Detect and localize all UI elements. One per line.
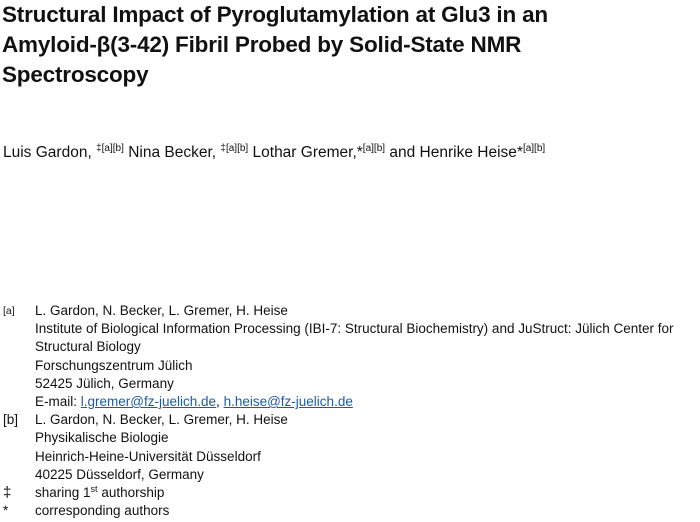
- affiliation-marker: [b]: [3, 412, 19, 428]
- affiliation-b: [3, 411, 693, 484]
- affiliation-org: Forschungszentrum Jülich: [35, 357, 193, 373]
- dagger-note-text-end: authorship: [97, 485, 165, 501]
- email-label: E-mail:: [35, 394, 78, 410]
- affiliation-marker: [a]: [3, 305, 15, 317]
- affiliations-section: [3, 302, 693, 520]
- author-affiliation-marks: [a][b]: [362, 143, 386, 154]
- author-list: [3, 142, 693, 164]
- affiliation-city: 40225 Düsseldorf, Germany: [35, 466, 204, 482]
- title-line: Amyloid-β(3-42) Fibril Probed by Solid-State NMR: [2, 32, 522, 57]
- footnote-dagger: [3, 484, 693, 502]
- paper-title: [2, 0, 692, 90]
- author-name: Luis Gardon,: [3, 144, 92, 161]
- footnote-star: [3, 502, 693, 520]
- affiliation-dept: Physikalische Biologie: [35, 430, 169, 446]
- author-name: Lothar Gremer,*: [252, 144, 363, 161]
- author-name: Nina Becker,: [128, 144, 217, 161]
- title-line: Structural Impact of Pyroglutamylation at Glu3 in an: [2, 2, 548, 27]
- author-connector: and: [389, 144, 416, 161]
- dagger-note-text: sharing 1: [35, 485, 91, 501]
- affiliation-a: [3, 302, 693, 411]
- affiliation-names: L. Gardon, N. Becker, L. Gremer, H. Heise: [35, 412, 288, 428]
- affiliation-institute-cont: Structural Biology: [35, 339, 141, 355]
- author-name: Henrike Heise*: [419, 144, 523, 161]
- dagger-note: [35, 484, 693, 502]
- affiliation-names: L. Gardon, N. Becker, L. Gremer, H. Heise: [35, 303, 288, 318]
- email-link-gremer[interactable]: l.gremer@fz-juelich.de: [80, 394, 217, 410]
- dagger-note-sup: st: [90, 484, 98, 495]
- affiliation-email-line: E-mail: l.gremer@fz-juelich.de, h.heise@fz-juelich.de: [35, 394, 353, 410]
- author-affiliation-marks: [a][b]: [522, 143, 546, 154]
- affiliation-city: 52425 Jülich, Germany: [35, 375, 174, 391]
- author-affiliation-marks: ‡[a][b]: [220, 143, 249, 154]
- affiliation-univ: Heinrich-Heine-Universität Düsseldorf: [35, 448, 261, 464]
- affiliation-institute: Institute of Biological Information Processing (IBI-7: Structural Biochemistry) and JuStruct: Jülich Center for: [35, 321, 674, 337]
- title-line: Spectroscopy: [2, 62, 149, 87]
- star-marker: *: [3, 503, 9, 519]
- dagger-marker: ‡: [3, 484, 12, 502]
- star-note: corresponding authors: [35, 503, 170, 519]
- email-link-heise[interactable]: h.heise@fz-juelich.de: [223, 394, 353, 410]
- author-affiliation-marks: ‡[a][b]: [96, 143, 124, 154]
